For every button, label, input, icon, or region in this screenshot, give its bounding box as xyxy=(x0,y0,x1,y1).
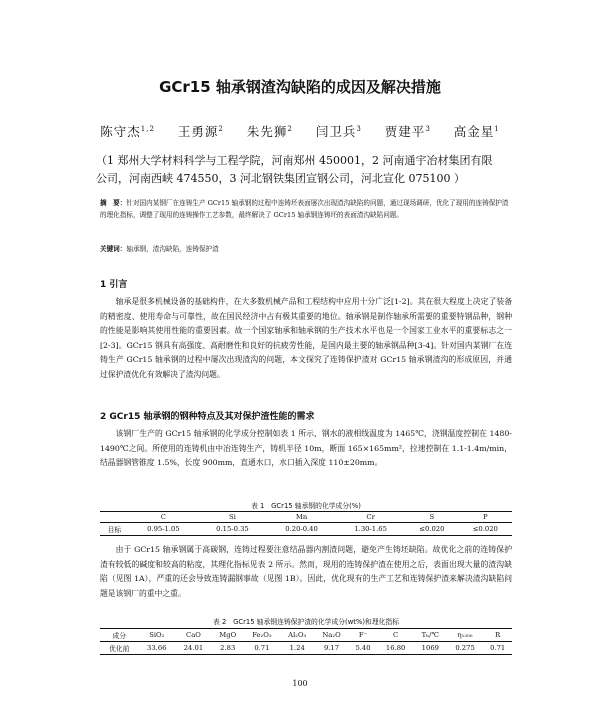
table-cell: 24.01 xyxy=(175,642,212,655)
table-header-cell: P xyxy=(459,512,512,523)
composition-table xyxy=(100,511,512,536)
table-cell: 16.80 xyxy=(377,642,414,655)
table-cell: 目标 xyxy=(100,523,129,536)
body-paragraph: 轴承是很多机械设备的基础构件，在大多数机械产品和工程结构中应用十分广泛[1-2]。其在很大程度上决定了装备的精密度、使用寿命与可靠性，故在国民经济中占有极其重要的地位。轴承钢是制作轴承所需要的重要特钢品种，钢种的性能是影响其使用性能的重要因素。故一个国家轴承和轴承钢的生产技术水平也是一个国家工业水平的重要标志之一[2-3]。GCr15 钢具有高强度、高耐磨性和良好的抗疲劳性能，是国内最主要的轴承钢品种[3-4]。针对国内某钢厂在连铸生产 GCr15 轴承钢的过程中屡次出现渣沟的问题，本文探究了连铸保护渣对 GCr15 轴承钢渣沟的形成原因，并通过保护渣优化有效解决了渣沟问题。 xyxy=(100,297,512,379)
page-number: 100 xyxy=(292,679,308,688)
table-caption: 表 2 GCr15 轴承钢连铸保护渣的化学成分(wt%)和理化指标 xyxy=(212,618,400,626)
table-header-cell: Al₂O₃ xyxy=(280,629,314,642)
affiliation-line: （1 郑州大学材料科学与工程学院，河南郑州 450001，2 河南通宇冶材集团有限 xyxy=(96,154,493,167)
author: 闫卫兵$^3$ xyxy=(315,124,362,139)
table-header-cell: Fe₂O₃ xyxy=(244,629,281,642)
table-cell: 5.40 xyxy=(349,642,378,655)
author: 朱先狮$^2$ xyxy=(246,124,293,139)
author: 王勇源$^2$ xyxy=(177,124,224,139)
table-cell: ≤0.020 xyxy=(459,523,512,536)
table-cell: ≤0.020 xyxy=(405,523,458,536)
table-cell: 1.30-1.65 xyxy=(336,523,405,536)
table-cell: 0.71 xyxy=(483,642,512,655)
author: 陈守杰$^{1,2}$ xyxy=(100,124,155,139)
table-header-cell: Na₂O xyxy=(314,629,348,642)
table-cell: 0.95-1.05 xyxy=(129,523,198,536)
table-header-cell: MgO xyxy=(212,629,244,642)
table-header-cell: Cr xyxy=(336,512,405,523)
table-cell: 0.275 xyxy=(447,642,484,655)
body-paragraph: 该钢厂生产的 GCr15 轴承钢的化学成分控制如表 1 所示，钢水的液相线温度为 1465℃，浇钢温度控制在 1480-1490℃之间。所使用的连铸机由中冶连铸生产，铸机半径 10m，断面 165×165mm²，拉速控制在 1.1-1.4m/min，结晶器钢管锥度 1.5%，长度 900mm，直通水口，水口插入深度 110±20mm。 xyxy=(100,429,512,468)
keywords xyxy=(100,244,510,254)
flux-table xyxy=(100,628,512,655)
table-caption: 表 1 GCr15 轴承钢的化学成分(%) xyxy=(251,502,361,510)
table-header-cell: η₁₃₀₀ xyxy=(447,629,484,642)
table-cell: 优化前 xyxy=(100,642,138,655)
table-cell: 9.17 xyxy=(314,642,348,655)
table-cell: 33.66 xyxy=(138,642,175,655)
keywords-text: 轴承钢，渣沟缺陷，连铸保护渣 xyxy=(126,245,219,253)
table-header-cell: SiO₂ xyxy=(138,629,175,642)
table-cell: 1069 xyxy=(414,642,447,655)
body-paragraph: 由于 GCr15 轴承钢属于高碳钢，连铸过程要注意结晶器内割渣问题，避免产生铸坯缺陷。故优化之前的连铸保护渣有较低的碱度和较高的粘度，其理化指标见表 2 所示。然而，现用的连铸保护渣在使用之后，表面出现大量的渣沟缺陷（见图 1A），严重的还会导致连铸漏钢事故（见图 1B）。因此，优化现有的生产工艺和连铸保护渣来解决渣沟缺陷问题是该钢厂的重中之重。 xyxy=(100,545,512,598)
section-heading: 2 GCr15 轴承钢的钢种特点及其对保护渣性能的需求 xyxy=(100,412,315,422)
table-cell: 0.15-0.35 xyxy=(198,523,267,536)
abstract-text: 针对国内某钢厂在连铸生产 GCr15 轴承钢的过程中连铸坯表面屡次出现渣沟缺陷的问题，通过现场调研，优化了现用的连铸保护渣的理化指标，调整了现用的连铸操作工艺参数，最终解决了 GCr15 轴承钢连铸坯的表面渣沟缺陷问题。 xyxy=(100,199,509,219)
table-row xyxy=(100,523,512,536)
author: 贾建平$^3$ xyxy=(384,124,431,139)
table-header-cell: R xyxy=(483,629,512,642)
table-header-cell: C xyxy=(377,629,414,642)
table-cell: 0.71 xyxy=(244,642,281,655)
table-header-cell: 成分 xyxy=(100,629,138,642)
paper-title: GCr15 轴承钢渣沟缺陷的成因及解决措施 xyxy=(159,78,441,96)
table-header-cell: Mn xyxy=(267,512,336,523)
author: 高金星$^1$ xyxy=(453,124,500,139)
table-header-cell: Tₕ/℃ xyxy=(414,629,447,642)
table-header-cell: Si xyxy=(198,512,267,523)
table-cell: 0.20-0.40 xyxy=(267,523,336,536)
abstract-label: 摘 要： xyxy=(100,199,127,207)
affiliations xyxy=(96,152,516,188)
table-cell: 2.83 xyxy=(212,642,244,655)
table-header-cell: CaO xyxy=(175,629,212,642)
abstract xyxy=(100,197,510,221)
table-row xyxy=(100,642,512,655)
table-header-cell: C xyxy=(129,512,198,523)
author-list xyxy=(0,122,600,140)
table-cell: 1.24 xyxy=(280,642,314,655)
table-header-cell: F⁻ xyxy=(349,629,378,642)
affiliation-line: 公司，河南西峡 474550，3 河北钢铁集团宣钢公司，河北宣化 075100 ） xyxy=(96,172,465,185)
table-header-cell xyxy=(100,512,129,523)
keywords-label: 关键词： xyxy=(100,245,127,253)
table-header-cell: S xyxy=(405,512,458,523)
section-heading: 1 引言 xyxy=(100,280,128,290)
